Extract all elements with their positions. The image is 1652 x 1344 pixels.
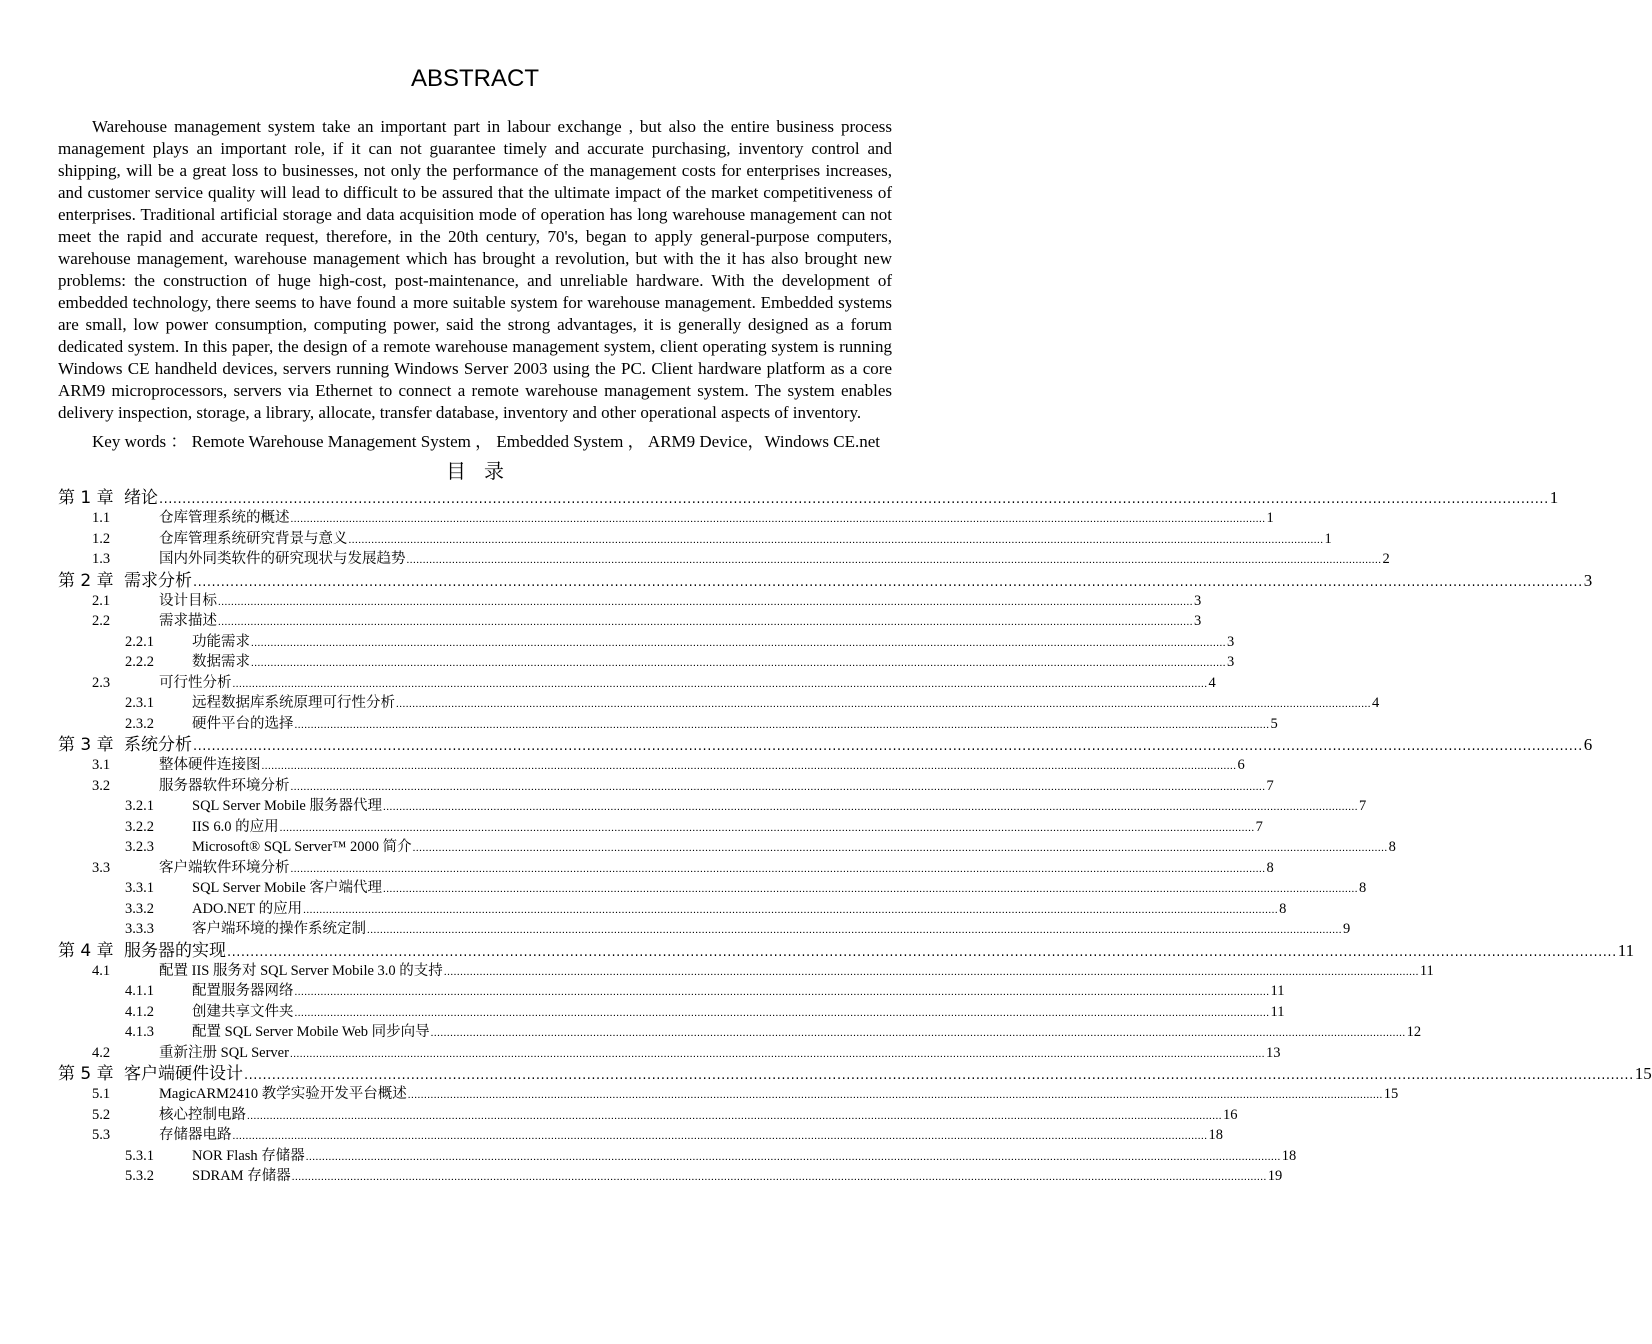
toc-entry-title: 国内外同类软件的研究现状与发展趋势 [159,551,406,567]
toc-entry[interactable] [58,1105,1238,1126]
toc-dot-leader: ............................................................................................................................................................................................................................................................................................................ [348,533,1324,546]
keywords: Key words ： Remote Warehouse Management System ， Embedded System ， ARM9 Device，Windows CE.net [92,432,881,451]
toc-entry[interactable] [58,652,1235,673]
toc-entry-page: 6 [1237,757,1245,773]
toc-entry-page: 11 [1419,962,1434,979]
toc-dot-leader: ............................................................................................................................................................................................................................................................................................................ [261,760,1237,772]
toc-entry-title: 客户端软件环境分析 [159,859,290,876]
toc-entry-title: NOR Flash 存储器 [192,1147,305,1164]
toc-entry-page: 8 [1388,839,1396,855]
toc-dot-leader: ............................................................................................................................................................................................................................................................................................................ [244,1068,1634,1083]
toc-dot-leader: ............................................................................................................................................................................................................................................................................................................ [294,986,1270,998]
toc-entry-number: 5.1 [92,1086,111,1102]
toc-entry-page: 19 [1267,1168,1283,1184]
toc-entry-page: 11 [1617,940,1635,960]
toc-dot-leader: ............................................................................................................................................................................................................................................................................................................ [396,698,1371,710]
toc-dot-leader: ............................................................................................................................................................................................................................................................................................................ [412,842,1388,854]
toc-entry-page: 9 [1343,921,1351,937]
toc-entry-page: 3 [1227,654,1235,670]
toc-entry-number: 5.2 [92,1106,111,1123]
toc-dot-leader: ............................................................................................................................................................................................................................................................................................................ [218,595,1193,608]
toc-entry-page: 3 [1583,570,1593,590]
toc-entry-number: 2.3.1 [125,695,154,711]
toc-entry-title: 远程数据库系统原理可行性分析 [192,695,395,711]
toc-dot-leader: ............................................................................................................................................................................................................................................................................................................ [367,924,1342,936]
toc-entry-number: 3.2.2 [125,818,154,835]
toc-entry[interactable] [58,899,1287,920]
toc-dot-leader: ............................................................................................................................................................................................................................................................................................................ [303,903,1279,916]
toc-entry-title: 服务器的实现 [124,940,226,961]
toc-entry-page: 4 [1372,695,1380,711]
toc-dot-leader: ............................................................................................................................................................................................................................................................................................................ [382,801,1358,813]
toc-entry[interactable] [58,714,1278,735]
toc-entry-page: 18 [1208,1127,1223,1143]
toc-entry[interactable] [58,1125,1223,1146]
document-page [58,0,1652,1187]
toc-dot-leader: ............................................................................................................................................................................................................................................................................................................ [407,1089,1383,1101]
toc-entry-title: 需求描述 [159,613,217,629]
toc-entry-title: 硬件平台的选择 [192,715,294,732]
toc-entry-number: 5.3.2 [125,1168,154,1184]
toc-entry-number: 4.2 [92,1044,111,1061]
toc-entry-number: 第 2 章 [58,570,114,591]
toc-entry[interactable] [58,529,1332,550]
toc-dot-leader: ............................................................................................................................................................................................................................................................................................................ [305,1150,1281,1163]
toc-entry-title: 系统分析 [124,735,192,755]
toc-entry-page: 16 [1223,1106,1238,1123]
toc-entry-number: 2.2.2 [125,654,154,670]
toc-entry-number: 1.3 [92,551,111,567]
toc-entry-title: SQL Server Mobile 服务器代理 [192,798,382,814]
toc-entry-title: ADO.NET 的应用 [192,900,303,917]
toc-entry-title: MagicARM2410 教学实验开发平台概述 [159,1086,407,1102]
toc-entry-page: 5 [1270,715,1278,732]
toc-entry-page: 6 [1583,735,1593,754]
toc-entry[interactable] [58,508,1274,529]
toc-entry-title: 创建共享文件夹 [192,1003,294,1020]
toc-dot-leader: ............................................................................................................................................................................................................................................................................................................ [159,492,1549,507]
toc-entry-title: 设计目标 [159,592,217,609]
toc-entry-title: IIS 6.0 的应用 [192,818,279,835]
toc-dot-leader: ............................................................................................................................................................................................................................................................................................................ [291,1171,1267,1183]
toc-entry-number: 2.2 [92,613,111,629]
toc-entry-page: 13 [1265,1044,1281,1061]
toc-entry[interactable] [58,940,1635,961]
toc-entry-number: 3.1 [92,757,111,773]
toc-dot-leader: ............................................................................................................................................................................................................................................................................................................ [227,944,1617,960]
toc-dot-leader: ............................................................................................................................................................................................................................................................................................................ [382,883,1358,895]
abstract-body: Warehouse management system take an important part in labour exchange , but also the entire business process management plays an important role, if it can not guarantee timely and accurate purchasing, inventory control and shipping, will be a great loss to businesses, not only the performance of the management costs for enterprises increases, and customer service quality will lead to difficult to be assured that the ultimate impact of the market competitiveness of enterprises. Traditional artificial storage and data acquisition mode of operation has long warehouse management can not meet the rapid and accurate request, therefore, in the 20th century, 70's, began to apply general-purpose computers, warehouse management, warehouse management which has brought a revolution, but with the it has also brought new problems: the construction of huge high-cost, post-maintenance, and unreliable hardware. With the development of embedded technology, there seems to have found a more suitable system for warehouse management. Embedded systems are small, low power consumption, computing power, said the strong advantages, it is generally designed as a forum dedicated system. In this paper, the design of a remote warehouse management system, client operating system is running Windows CE handheld devices, servers running Windows Server 2003 using the PC. Client hardware platform as a core ARM9 microprocessors, servers via Ethernet to connect a remote warehouse management system. The system enables delivery inspection, storage, a library, allocate, transfer database, inventory and other operational aspects of inventory. [58,117,892,422]
toc-entry[interactable] [58,611,1202,632]
toc-entry-page: 15 [1383,1086,1399,1102]
toc-entry[interactable] [58,734,1593,755]
toc-entry[interactable] [58,487,1559,508]
toc-entry-page: 2 [1382,551,1390,567]
toc-entry-title: 仓库管理系统研究背景与意义 [159,530,348,547]
toc-entry-page: 1 [1324,530,1332,547]
toc-entry-title: 需求分析 [124,570,192,591]
toc-entry-number: 5.3.1 [125,1147,154,1164]
toc-entry[interactable] [58,796,1367,817]
toc-dot-leader: ............................................................................................................................................................................................................................................................................................................ [289,1047,1265,1060]
toc-dot-leader: ............................................................................................................................................................................................................................................................................................................ [294,1006,1270,1019]
toc-entry-number: 4.1.3 [125,1024,154,1040]
table-of-contents [58,487,1652,1187]
toc-entry[interactable] [58,961,1434,982]
toc-dot-leader: ............................................................................................................................................................................................................................................................................................................ [218,616,1193,628]
toc-entry-number: 4.1 [92,962,111,979]
toc-entry-title: SQL Server Mobile 客户端代理 [192,880,382,896]
toc-entry[interactable] [58,1043,1281,1064]
toc-dot-leader: ............................................................................................................................................................................................................................................................................................................ [406,554,1382,566]
toc-entry-number: 2.2.1 [125,633,154,650]
toc-entry-number: 3.2.1 [125,798,154,814]
toc-entry-page: 11 [1270,1003,1285,1020]
toc-dot-leader: ............................................................................................................................................................................................................................................................................................................ [251,636,1226,649]
toc-entry[interactable] [58,673,1216,694]
toc-entry-title: SDRAM 存储器 [192,1168,291,1184]
toc-entry-title: 配置 SQL Server Mobile Web 同步向导 [192,1024,430,1040]
toc-entry-title: 仓库管理系统的概述 [159,510,290,526]
toc-entry-number: 3.2.3 [125,839,154,855]
toc-entry-title: 可行性分析 [159,674,232,691]
toc-entry[interactable] [58,1166,1283,1187]
toc-entry-number: 1.1 [92,510,111,526]
toc-entry-page: 1 [1266,510,1274,526]
toc-entry-title: Microsoft® SQL Server™ 2000 简介 [192,839,412,855]
toc-dot-leader: ............................................................................................................................................................................................................................................................................................................ [247,1109,1222,1122]
toc-entry-title: 整体硬件连接图 [159,757,261,773]
toc-entry-number: 5.3 [92,1127,111,1143]
toc-entry-title: 功能需求 [192,633,250,650]
toc-dot-leader: ............................................................................................................................................................................................................................................................................................................ [290,513,1266,525]
toc-entry-page: 11 [1270,983,1285,999]
toc-dot-leader: ............................................................................................................................................................................................................................................................................................................ [430,1027,1406,1039]
toc-dot-leader: ............................................................................................................................................................................................................................................................................................................ [279,821,1255,834]
toc-entry-title: 数据需求 [192,654,250,670]
toc-entry-number: 4.1.2 [125,1003,154,1020]
toc-entry-number: 3.2 [92,777,111,794]
toc-entry[interactable] [58,919,1351,940]
toc-entry-page: 3 [1194,613,1202,629]
toc-entry[interactable] [58,1146,1297,1167]
toc-dot-leader: ............................................................................................................................................................................................................................................................................................................ [193,574,1583,590]
toc-entry-page: 1 [1549,488,1559,507]
toc-entry[interactable] [58,878,1367,899]
toc-entry[interactable] [58,632,1235,653]
toc-entry-page: 8 [1279,900,1287,917]
toc-entry-number: 第 1 章 [58,488,114,508]
toc-entry[interactable] [58,1022,1422,1043]
toc-entry-title: 重新注册 SQL Server [159,1044,289,1061]
toc-entry-page: 8 [1358,880,1367,896]
toc-entry-number: 2.3.2 [125,715,154,732]
toc-entry-number: 1.2 [92,530,111,547]
toc-entry-page: 4 [1208,674,1216,691]
toc-entry[interactable] [58,817,1263,838]
toc-entry[interactable] [58,755,1245,776]
toc-entry-number: 第 3 章 [58,735,114,755]
toc-dot-leader: ............................................................................................................................................................................................................................................................................................................ [232,1130,1208,1142]
toc-entry-page: 12 [1406,1024,1422,1040]
toc-title: 目录 [446,459,522,483]
toc-entry[interactable] [58,549,1390,570]
toc-entry-number: 第 4 章 [58,940,114,961]
toc-dot-leader: ............................................................................................................................................................................................................................................................................................................ [251,657,1226,669]
toc-entry-page: 3 [1194,592,1202,609]
toc-entry[interactable] [58,1002,1285,1023]
toc-entry[interactable] [58,981,1285,1002]
toc-dot-leader: ............................................................................................................................................................................................................................................................................................................ [232,677,1208,690]
toc-entry[interactable] [58,570,1593,591]
toc-dot-leader: ............................................................................................................................................................................................................................................................................................................ [294,718,1270,731]
toc-entry-number: 2.3 [92,674,111,691]
toc-entry-number: 4.1.1 [125,983,154,999]
toc-entry-number: 3.3 [92,859,111,876]
toc-entry[interactable] [58,591,1202,612]
toc-entry[interactable] [58,1063,1652,1084]
toc-entry-title: 存储器电路 [159,1127,232,1143]
toc-entry-page: 7 [1358,798,1367,814]
abstract-title: ABSTRACT [410,65,539,92]
toc-entry[interactable] [58,776,1274,797]
toc-entry-page: 8 [1266,859,1274,876]
toc-entry-number: 2.1 [92,592,111,609]
toc-entry-title: 客户端硬件设计 [124,1064,243,1084]
toc-entry[interactable] [58,1084,1399,1105]
toc-entry-number: 3.3.3 [125,921,154,937]
toc-entry[interactable] [58,858,1274,879]
toc-dot-leader: ............................................................................................................................................................................................................................................................................................................ [290,862,1266,875]
toc-entry-title: 配置 IIS 服务对 SQL Server Mobile 3.0 的支持 [159,962,443,979]
toc-entry[interactable] [58,837,1396,858]
toc-entry-title: 客户端环境的操作系统定制 [192,921,366,937]
toc-dot-leader: ............................................................................................................................................................................................................................................................................................................ [193,739,1583,754]
toc-entry-title: 绪论 [124,488,158,508]
toc-entry-page: 15 [1634,1064,1652,1083]
toc-entry-page: 3 [1227,633,1235,650]
toc-entry-title: 服务器软件环境分析 [159,777,290,794]
toc-entry-title: 核心控制电路 [159,1106,246,1123]
toc-entry-number: 3.3.2 [125,900,154,917]
toc-entry-page: 18 [1281,1147,1297,1164]
toc-entry-title: 配置服务器网络 [192,983,294,999]
toc-entry-number: 3.3.1 [125,880,154,896]
toc-dot-leader: ............................................................................................................................................................................................................................................................................................................ [443,965,1419,978]
toc-entry-number: 第 5 章 [58,1064,114,1084]
toc-entry-page: 7 [1255,818,1263,835]
toc-dot-leader: ............................................................................................................................................................................................................................................................................................................ [290,780,1266,793]
toc-entry-page: 7 [1266,777,1274,794]
toc-entry[interactable] [58,693,1380,714]
